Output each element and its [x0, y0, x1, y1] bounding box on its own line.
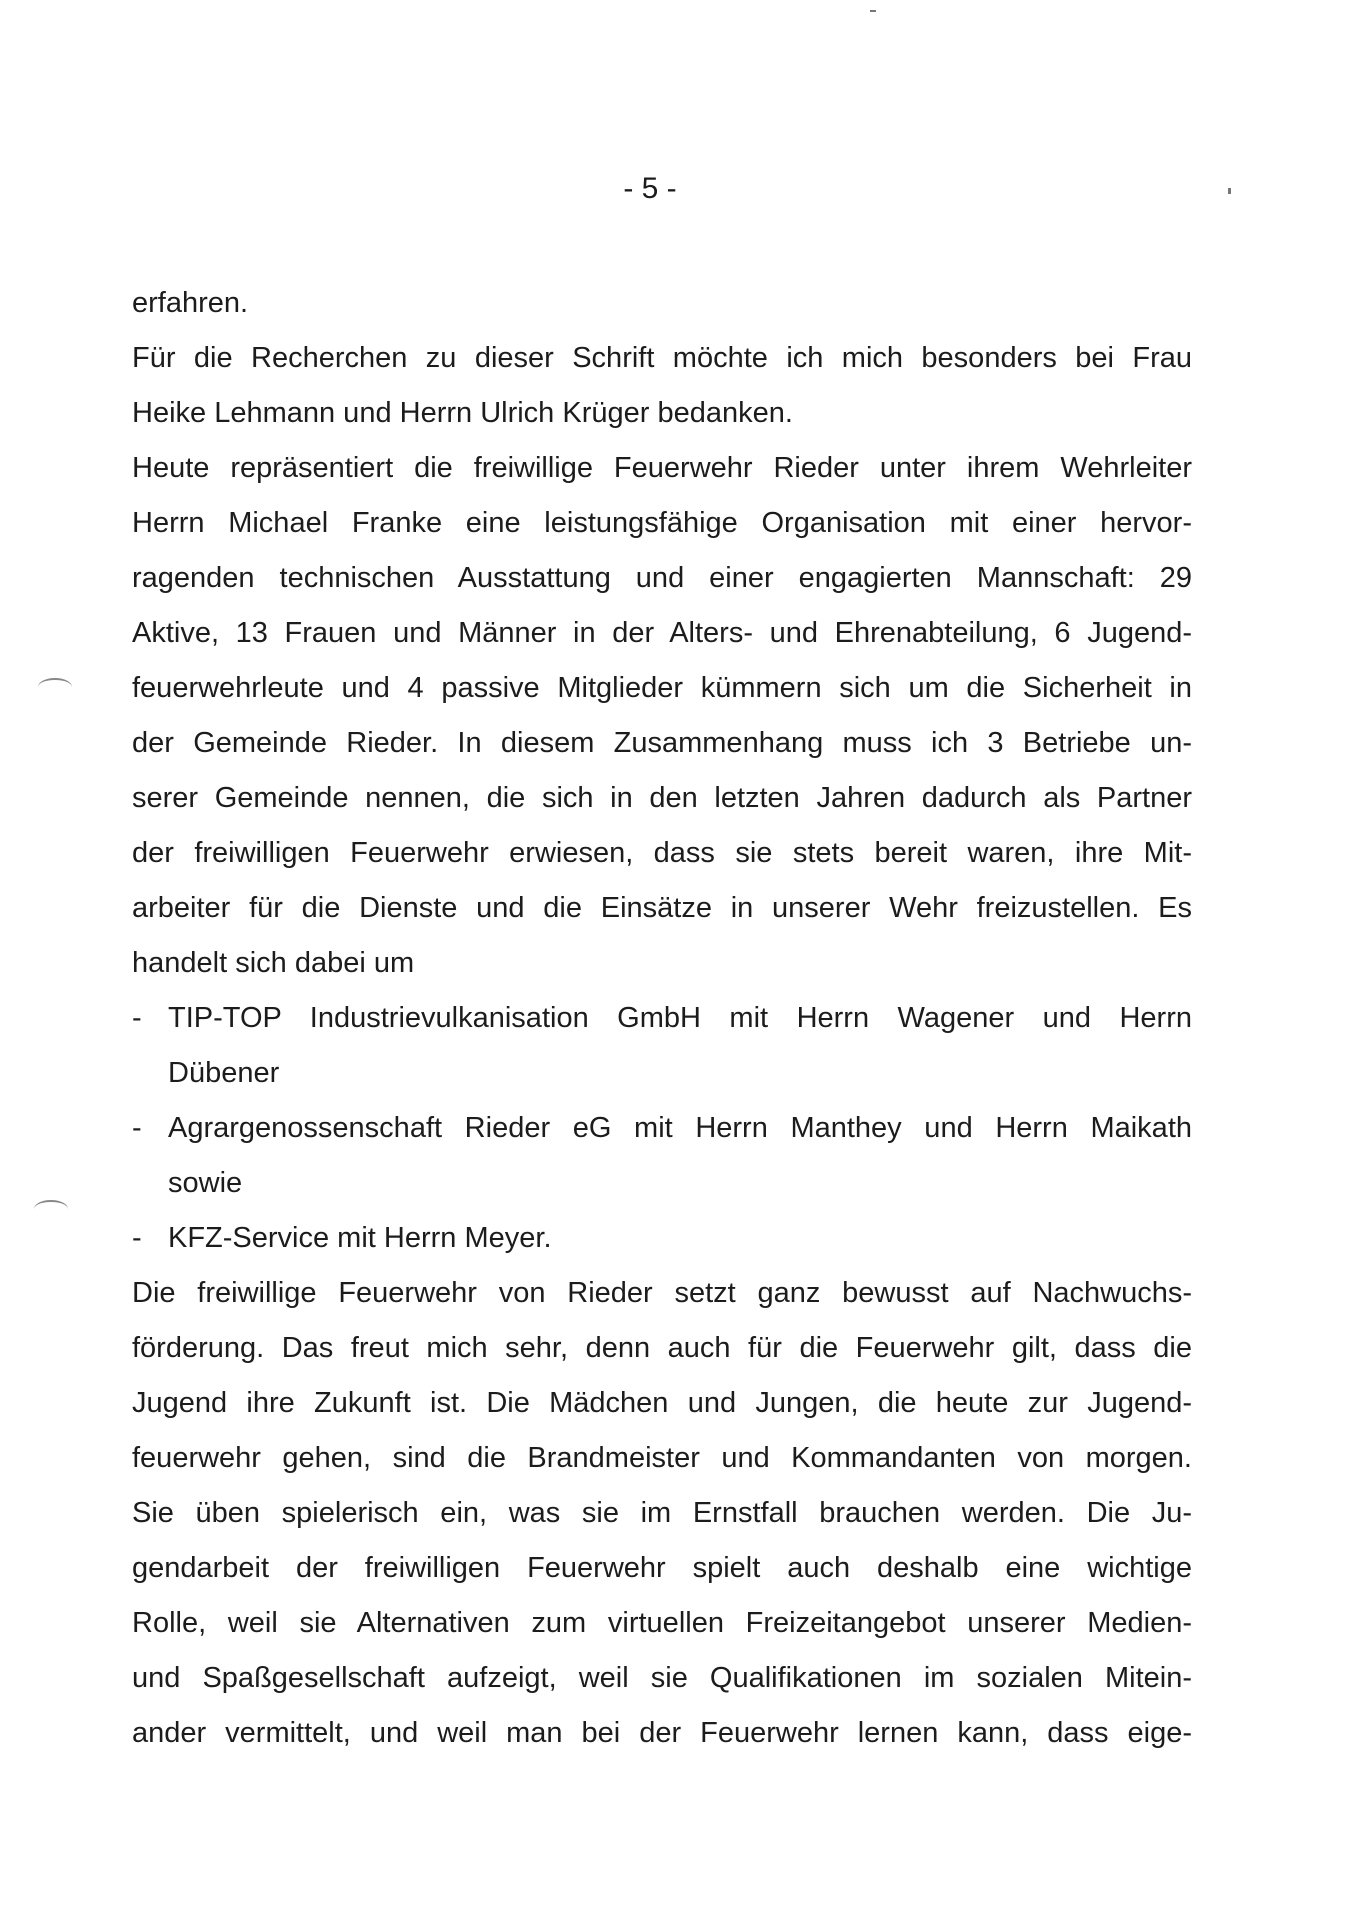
text-line: Herrn Michael Franke eine leistungsfähige Organisation mit einer hervor- — [132, 507, 1192, 539]
text-line: gendarbeit der freiwilligen Feuerwehr spielt auch deshalb eine wichtige — [132, 1552, 1192, 1584]
text-line: Heike Lehmann und Herrn Ulrich Krüger bedanken. — [132, 397, 793, 429]
list-item-text: TIP-TOP Industrievulkanisation GmbH mit Herrn Wagener und Herrn — [168, 1002, 1192, 1034]
list-dash: - — [132, 1112, 142, 1144]
list-item — [132, 1101, 1192, 1156]
punch-hole-mark — [34, 1200, 68, 1218]
body-text — [132, 276, 1192, 1761]
text-line: feuerwehrleute und 4 passive Mitglieder kümmern sich um die Sicherheit in — [132, 672, 1192, 704]
text-line: feuerwehr gehen, sind die Brandmeister und Kommandanten von morgen. — [132, 1442, 1192, 1474]
text-line: ragenden technischen Ausstattung und einer engagierten Mannschaft: 29 — [132, 562, 1192, 594]
list-dash: - — [132, 1002, 142, 1034]
text-line: Rolle, weil sie Alternativen zum virtuellen Freizeitangebot unserer Medien- — [132, 1607, 1192, 1639]
list-item-text: Agrargenossenschaft Rieder eG mit Herrn Manthey und Herrn Maikath — [168, 1112, 1192, 1144]
text-line: Für die Recherchen zu dieser Schrift möchte ich mich besonders bei Frau — [132, 342, 1192, 374]
text-line: und Spaßgesellschaft aufzeigt, weil sie Qualifikationen im sozialen Mitein- — [132, 1662, 1192, 1694]
text-line: Aktive, 13 Frauen und Männer in der Alters- und Ehrenabteilung, 6 Jugend- — [132, 617, 1192, 649]
list-dash: - — [132, 1222, 142, 1254]
text-line: erfahren. — [132, 287, 249, 319]
list-item-text: KFZ-Service mit Herrn Meyer. — [168, 1222, 552, 1254]
text-line: Sie üben spielerisch ein, was sie im Ernstfall brauchen werden. Die Ju- — [132, 1497, 1192, 1529]
text-line: handelt sich dabei um — [132, 947, 415, 979]
list-item-continuation: Dübener — [168, 1057, 280, 1089]
scan-speck — [870, 10, 876, 12]
text-line: der freiwilligen Feuerwehr erwiesen, dass sie stets bereit waren, ihre Mit- — [132, 837, 1192, 869]
text-line: Heute repräsentiert die freiwillige Feuerwehr Rieder unter ihrem Wehrleiter — [132, 452, 1192, 484]
text-line: Jugend ihre Zukunft ist. Die Mädchen und Jungen, die heute zur Jugend- — [132, 1387, 1192, 1419]
text-line: Die freiwillige Feuerwehr von Rieder setzt ganz bewusst auf Nachwuchs- — [132, 1277, 1192, 1309]
text-line: der Gemeinde Rieder. In diesem Zusammenhang muss ich 3 Betriebe un- — [132, 727, 1192, 759]
text-line: ander vermittelt, und weil man bei der Feuerwehr lernen kann, dass eige- — [132, 1717, 1192, 1749]
punch-hole-mark — [38, 678, 72, 696]
text-line: förderung. Das freut mich sehr, denn auch für die Feuerwehr gilt, dass die — [132, 1332, 1192, 1364]
list-item-continuation: sowie — [168, 1167, 243, 1199]
list-item — [132, 1211, 1192, 1266]
page-number: - 5 - — [623, 172, 677, 205]
text-line: arbeiter für die Dienste und die Einsätze in unserer Wehr freizustellen. Es — [132, 892, 1192, 924]
text-line: serer Gemeinde nennen, die sich in den letzten Jahren dadurch als Partner — [132, 782, 1192, 814]
list-item — [132, 991, 1192, 1046]
